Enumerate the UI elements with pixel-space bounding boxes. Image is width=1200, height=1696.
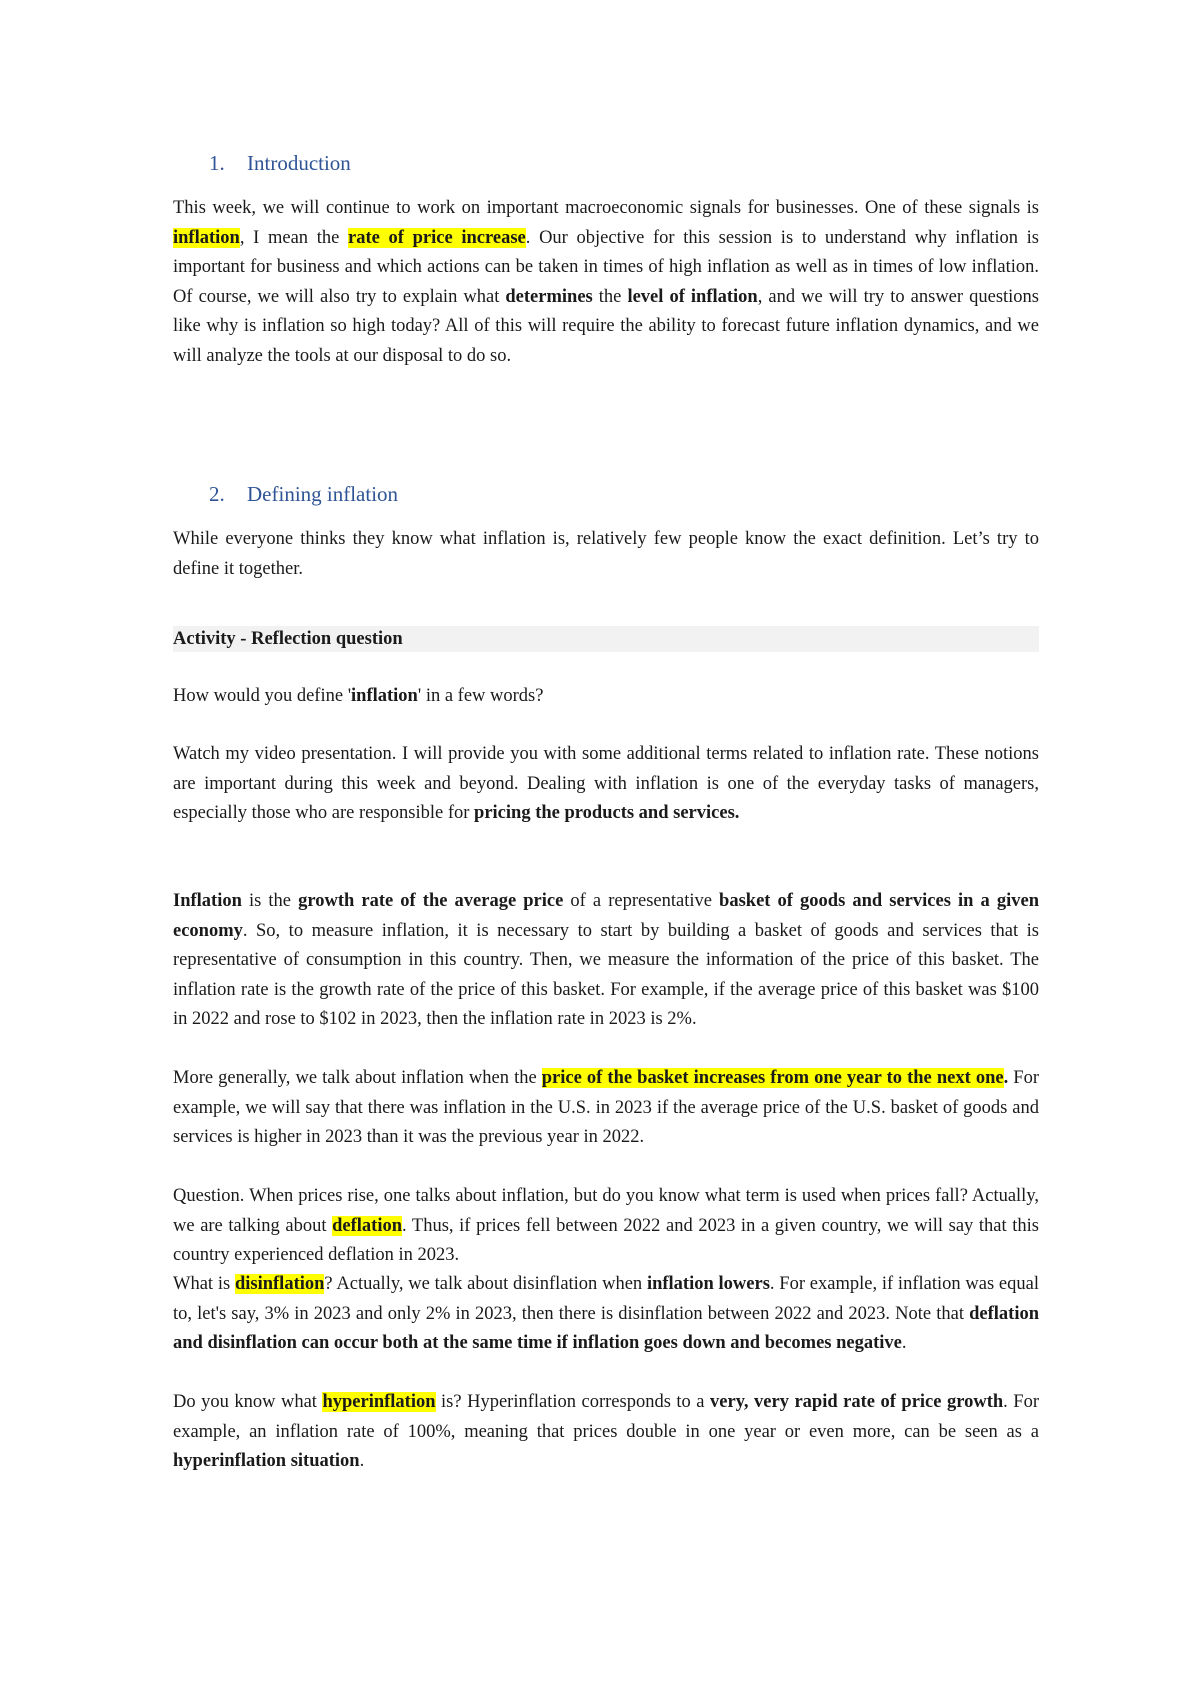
text-run: ? Actually, we talk about disinflation when [324,1274,647,1294]
heading-title: Introduction [247,151,351,175]
bold-term: determines [505,286,593,307]
inflation-definition-paragraph [173,887,1039,1035]
bold-term: inflation lowers [646,1274,770,1294]
text-run: of a representative [563,891,720,911]
text-run: . [359,1451,365,1471]
activity-heading: Activity - Reflection question [173,626,1039,652]
text-run: is the [241,891,299,911]
bold-term: basket of goods and services in a given economy [173,891,1039,941]
text-run: Question. When prices rise, one talks about inflation, but do you know what term is used when prices fall? Actually, we are talking about [173,1186,1039,1236]
highlight-term: deflation [332,1215,402,1236]
text-run: the [592,286,628,307]
text-run: . For example, an inflation rate of 100%, meaning that prices double in one year or even more, can be seen as a [173,1392,1040,1442]
text-run: . For example, if inflation was equal to, let's say, 3% in 2023 and only 2% in 2023, then there is disinflation between 2022 and 2023. Note that [173,1274,1039,1324]
bold-term: growth rate of the average price [298,891,564,911]
text-run: , I mean the [239,227,349,248]
heading-number: 1. [209,151,225,175]
deflation-paragraph [173,1182,1039,1271]
text-run: More generally, we talk about inflation when the [173,1068,542,1088]
disinflation-paragraph [173,1270,1039,1359]
highlight-term: inflation [173,227,240,248]
text-run: , and we will try to answer questions like why is inflation so high today? All of this will require the ability to forecast future inflation dynamics, and we will analyze the tools at our disposal to do so. [173,286,1039,366]
bold-term: very, very rapid rate of price growth [710,1392,1004,1412]
heading-defining-inflation [173,482,398,507]
heading-title: Defining inflation [247,482,399,506]
text-run: For example, we will say that there was inflation in the U.S. in 2023 if the average price of the U.S. basket of goods and services is higher in 2023 than it was the previous year in 2022. [173,1068,1040,1147]
bold-term: level of inflation [627,286,758,307]
bold-term: inflation [351,686,418,706]
highlight-term: disinflation [234,1274,325,1294]
text-run: . So, to measure inflation, it is necessary to start by building a basket of goods and services that is representative of consumption in this country. Then, we measure the information of the price of this basket. The inflation rate is the growth rate of the price of this basket. For example, if the average price of this basket was $100 in 2022 and rose to $102 in 2023, then the inflation rate in 2023 is 2%. [173,920,1039,1029]
highlight-term: price of the basket increases from one year to the next one [541,1068,1004,1088]
video-paragraph [173,740,1039,829]
text-run: is? Hyperinflation corresponds to a [435,1392,711,1412]
text-run: What is [173,1274,235,1294]
definition-intro-paragraph: While everyone thinks they know what inflation is, relatively few people know the exact definition. Let’s try to define it together. [173,529,1039,579]
text-run: This week, we will continue to work on important macroeconomic signals for businesses. One of these signals is [173,198,1039,218]
text-run: ' in a few words? [417,686,544,706]
text-run: . [901,1333,907,1353]
highlight-term: hyperinflation [322,1392,436,1412]
intro-paragraph [173,194,1039,371]
text-run: How would you define ' [173,686,352,706]
bold-term: hyperinflation situation [173,1451,360,1471]
heading-introduction [173,151,351,176]
text-run: Watch my video presentation. I will provide you with some additional terms related to inflation rate. These notions are important during this week and beyond. Dealing with inflation is one of the everyday tasks of managers, especially those who are responsible for [173,744,1039,823]
text-run: Do you know what [173,1392,323,1412]
bold-term: . [1003,1068,1009,1088]
general-inflation-paragraph [173,1064,1039,1153]
bold-term: deflation and disinflation can occur both at the same time if inflation goes down and becomes negative [173,1303,1039,1353]
hyperinflation-paragraph [173,1388,1039,1477]
highlight-term: rate of price increase [348,227,526,248]
text-run: . Our objective for this session is to understand why inflation is important for business and which actions can be taken in times of high inflation as well as in times of low inflation. Of course, we will also try to explain what [173,227,1040,307]
text-run: . Thus, if prices fell between 2022 and 2023 in a given country, we will say that this country experienced deflation in 2023. [173,1215,1039,1265]
bold-term: pricing the products and services. [474,803,740,823]
reflection-question [173,682,1039,712]
heading-number: 2. [209,482,225,506]
bold-term: Inflation [173,891,242,911]
